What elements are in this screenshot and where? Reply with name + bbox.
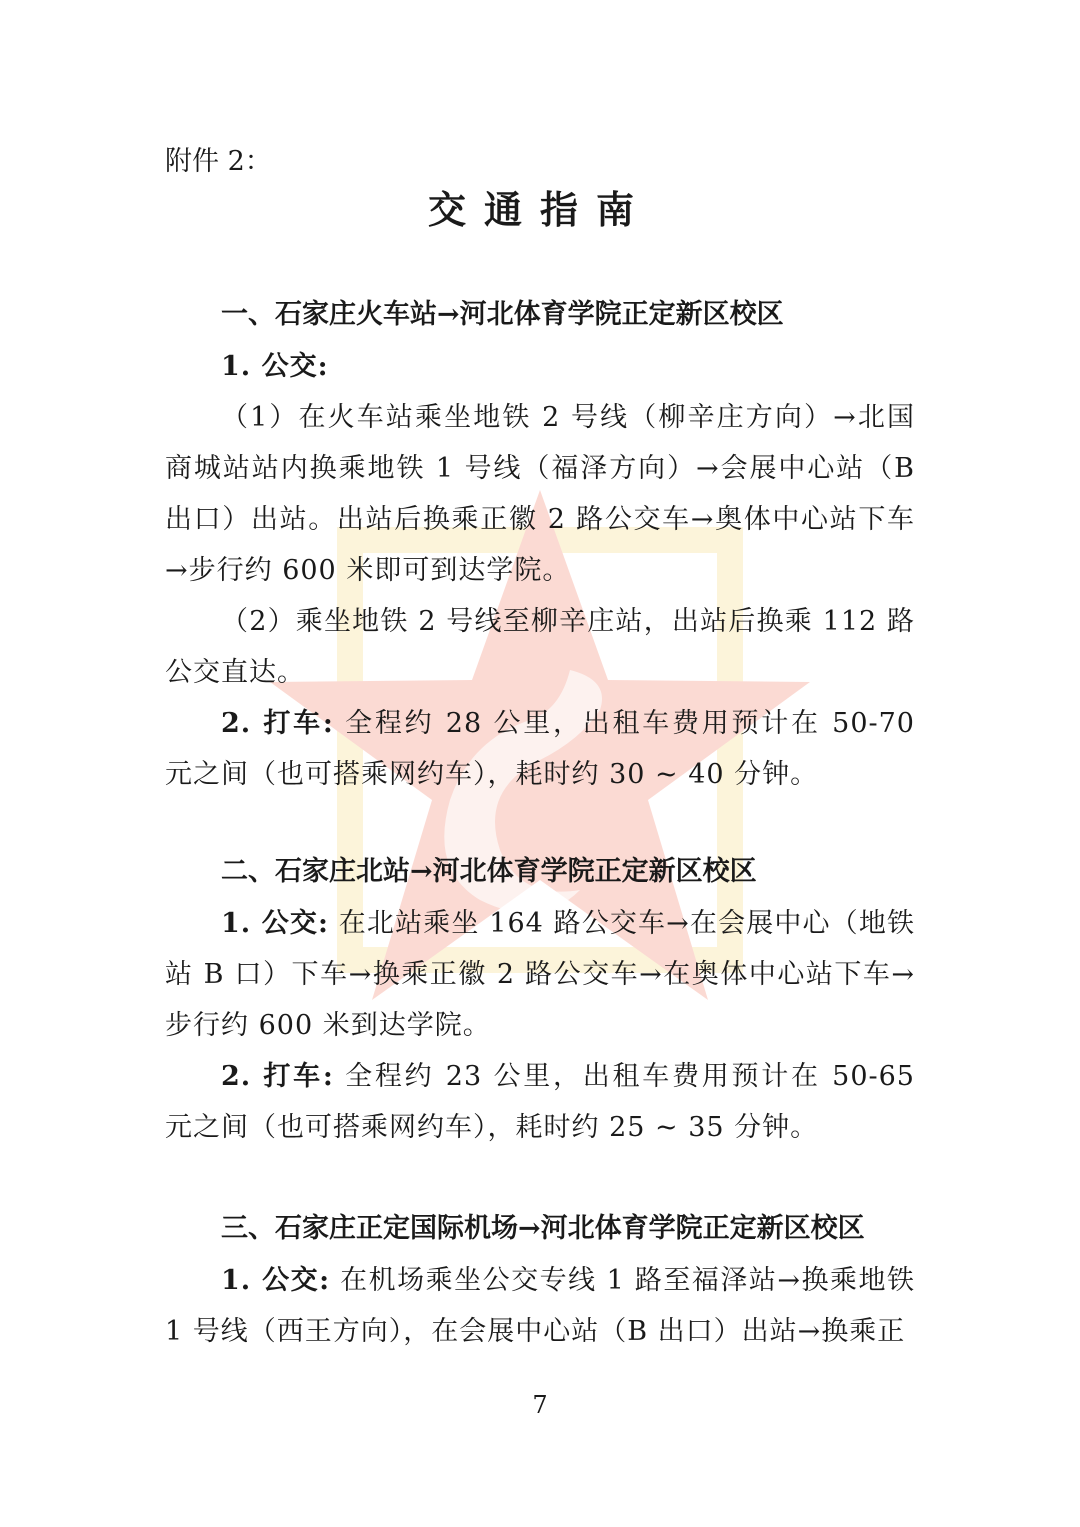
section-heading: 一、石家庄火车站→河北体育学院正定新区校区 bbox=[221, 299, 784, 330]
taxi-text: 全程约 28 公里，出租车费用预计在 50-70 元之间（也可搭乘网约车），耗时约 30 ~ 40 分钟。 bbox=[165, 708, 915, 790]
section-heading: 二、石家庄北站→河北体育学院正定新区校区 bbox=[221, 856, 757, 887]
page-number: 7 bbox=[532, 1391, 548, 1419]
bus-paragraph bbox=[165, 1255, 915, 1357]
bus-route-1: （1）在火车站乘坐地铁 2 号线（柳辛庄方向）→北国商城站站内换乘地铁 1 号线（福泽方向）→会展中心站（B 出口）出站。出站后换乘正徽 2 路公交车→奥体中心站下车→步行约 600 米即可到达学院。 bbox=[165, 402, 915, 586]
bus-route-2: （2）乘坐地铁 2 号线至柳辛庄站，出站后换乘 112 路公交直达。 bbox=[165, 606, 915, 688]
taxi-paragraph bbox=[165, 1051, 915, 1153]
section-heading: 三、石家庄正定国际机场→河北体育学院正定新区校区 bbox=[221, 1213, 865, 1244]
bus-text: 在机场乘坐公交专线 1 路至福泽站→换乘地铁 1 号线（西王方向），在会展中心站（B 出口）出站→换乘正 bbox=[165, 1265, 915, 1347]
taxi-label: 2. 打车: bbox=[221, 708, 334, 739]
section-north-station bbox=[165, 846, 915, 1153]
page-title: 交通指南 bbox=[427, 187, 652, 232]
bus-paragraph bbox=[165, 898, 915, 1051]
bus-text: 在北站乘坐 164 路公交车→在会展中心（地铁站 B 口）下车→换乘正徽 2 路公交车→在奥体中心站下车→步行约 600 米到达学院。 bbox=[165, 908, 915, 1041]
taxi-paragraph bbox=[165, 698, 915, 800]
bus-label: 1. 公交: bbox=[221, 351, 329, 382]
section-airport bbox=[165, 1203, 915, 1357]
bus-label-line bbox=[165, 341, 915, 392]
attachment-label: 附件 2： bbox=[165, 146, 272, 177]
bus-label: 1. 公交: bbox=[221, 908, 330, 939]
section-railway-station bbox=[165, 289, 915, 800]
taxi-text: 全程约 23 公里，出租车费用预计在 50-65 元之间（也可搭乘网约车），耗时约 25 ~ 35 分钟。 bbox=[165, 1061, 915, 1143]
taxi-label: 2. 打车: bbox=[221, 1061, 334, 1092]
bus-label: 1. 公交: bbox=[221, 1265, 331, 1296]
